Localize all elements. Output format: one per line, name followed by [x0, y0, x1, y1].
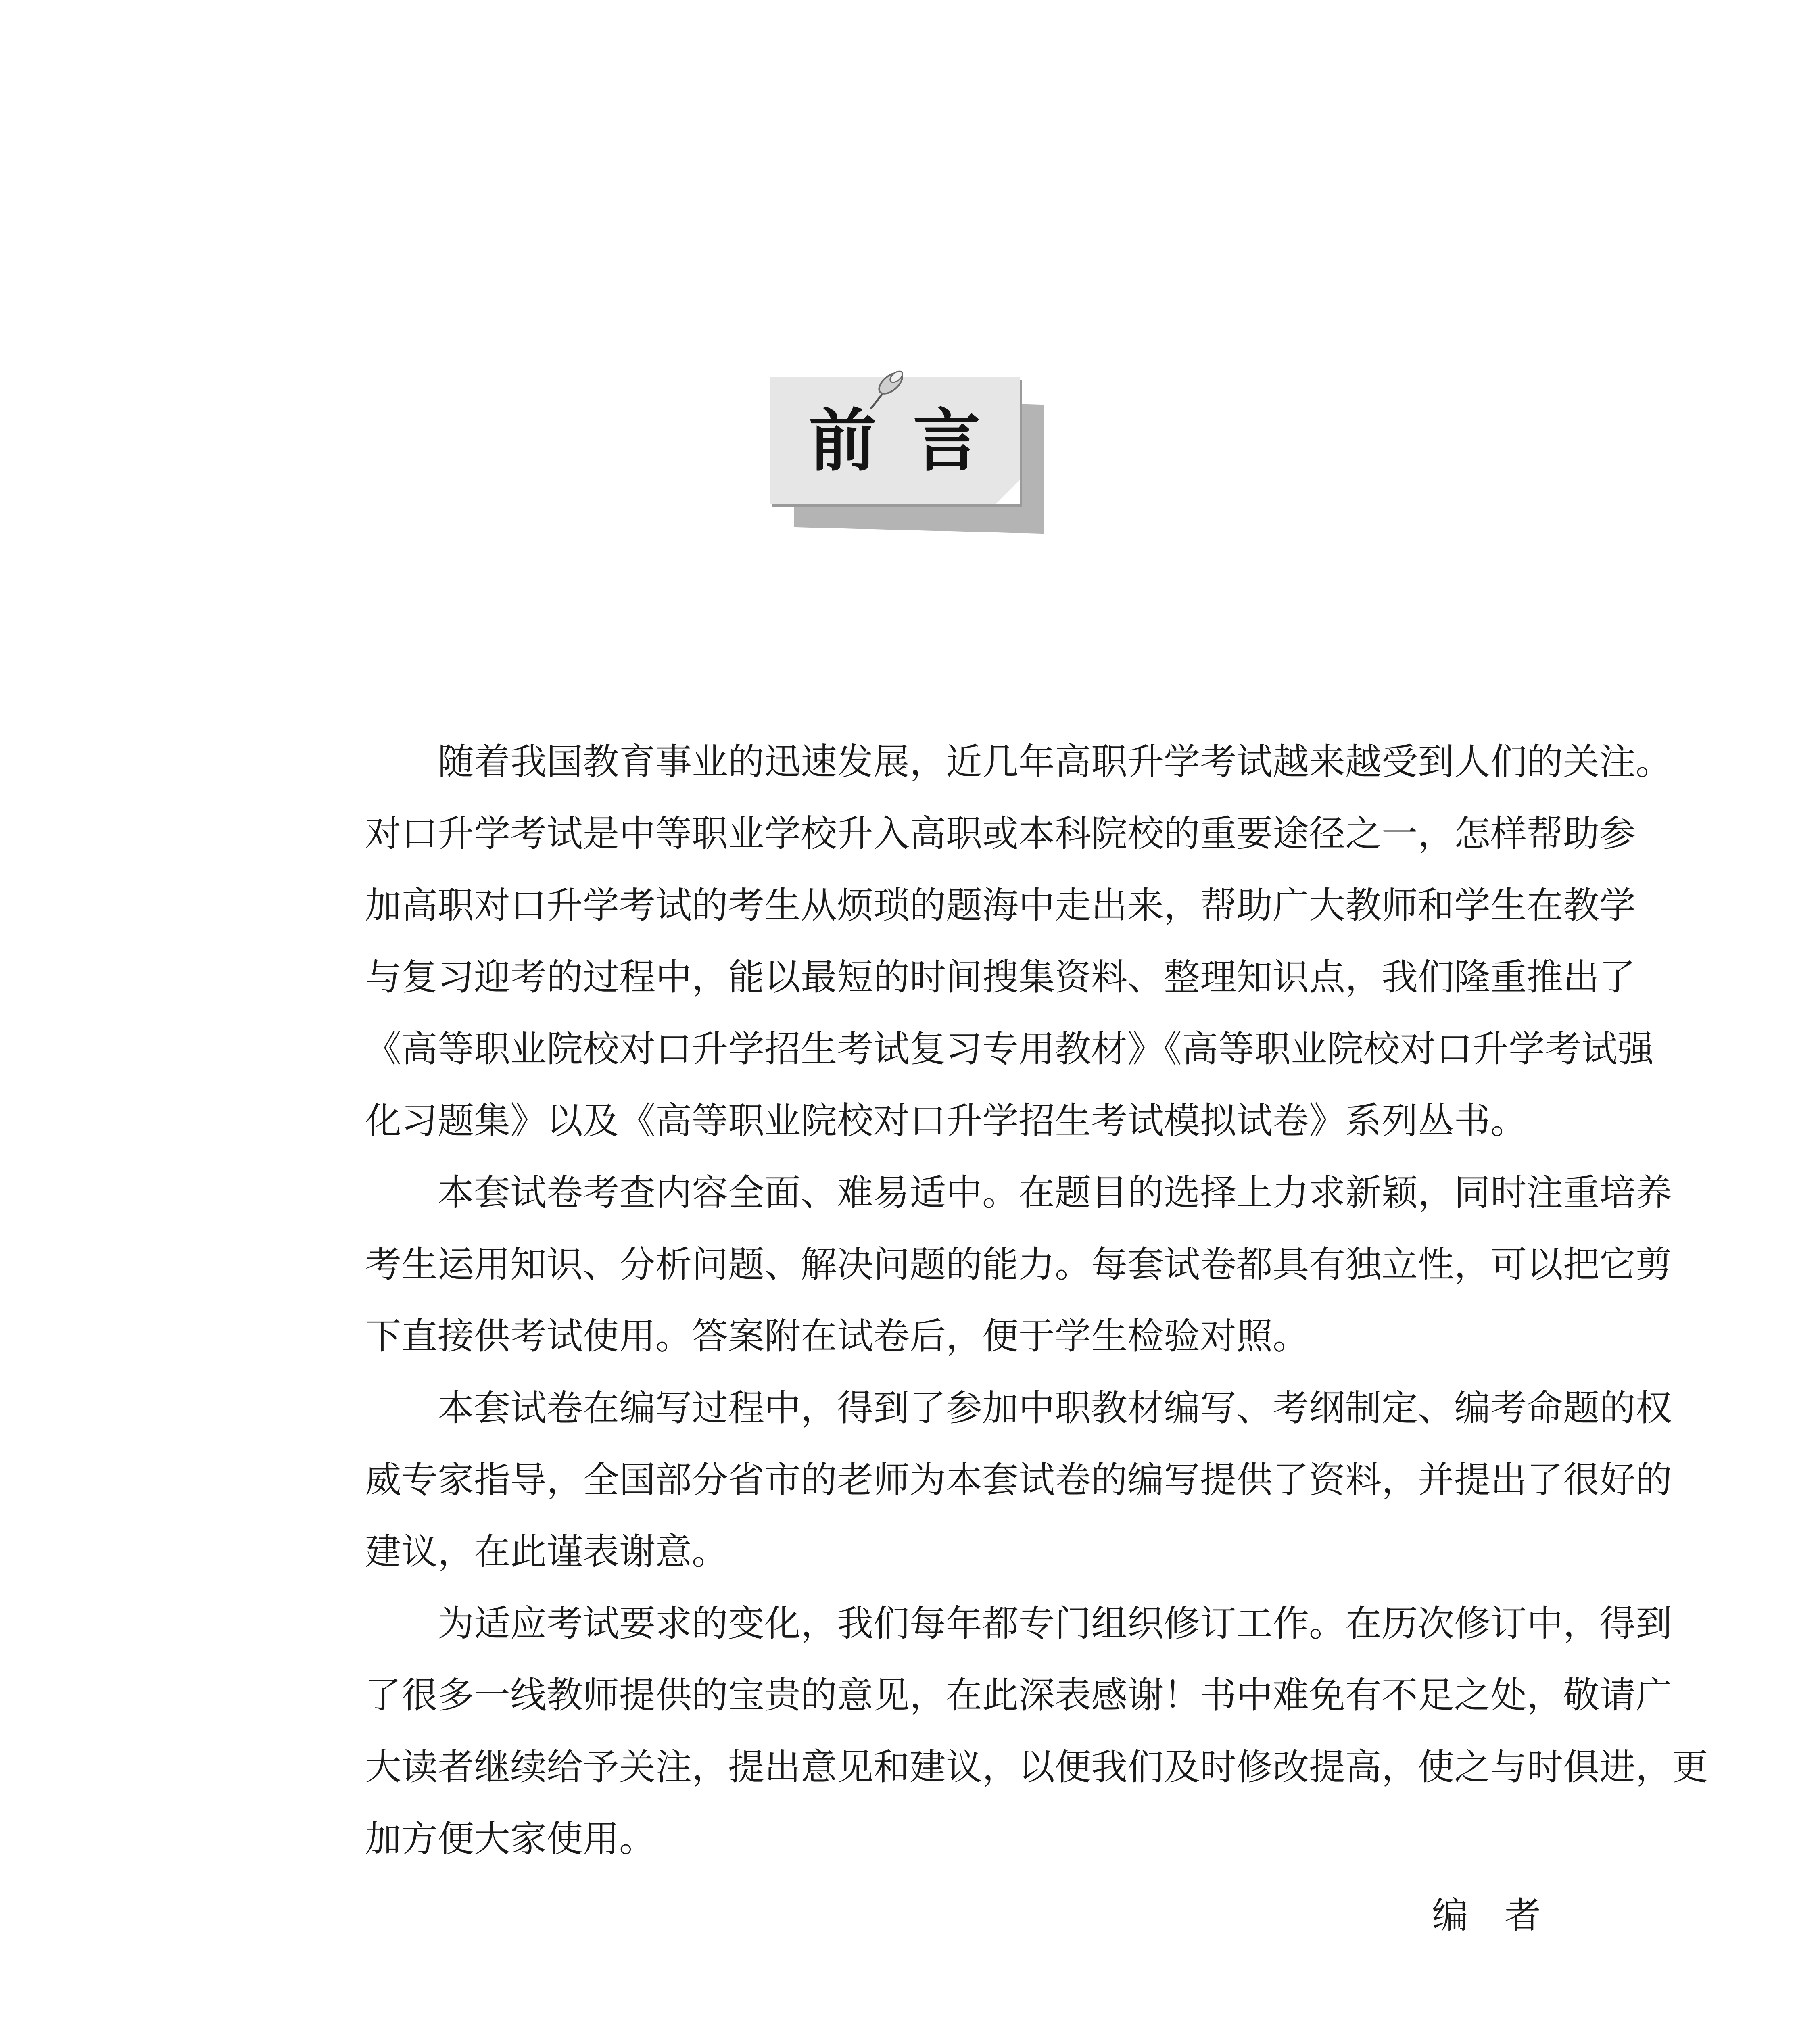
paragraph-line: 了很多一线教师提供的宝贵的意见，在此深表感谢！书中难免有不足之处，敬请广: [365, 1674, 1672, 1716]
preface-body: [365, 726, 1708, 1875]
paragraph-line: 威专家指导，全国部分省市的老师为本套试卷的编写提供了资料，并提出了很好的: [365, 1459, 1672, 1501]
title-card-curl: [996, 480, 1020, 504]
paragraph-line: 加高职对口升学考试的考生从烦琐的题海中走出来，帮助广大教师和学生在教学: [365, 884, 1636, 927]
paragraph-line: 对口升学考试是中等职业学校升入高职或本科院校的重要途径之一，怎样帮助参: [365, 812, 1636, 855]
paragraph-line: 随着我国教育事业的迅速发展，近几年高职升学考试越来越受到人们的关注。: [438, 741, 1672, 783]
paragraph-line: 《高等职业院校对口升学招生考试复习专用教材》《高等职业院校对口升学考试强: [365, 1028, 1654, 1070]
paragraph-line: 下直接供考试使用。答案附在试卷后，便于学生检验对照。: [365, 1315, 1309, 1357]
paragraph-line: 建议，在此谨表谢意。: [365, 1530, 728, 1573]
paragraph-line: 本套试卷考查内容全面、难易适中。在题目的选择上力求新颖，同时注重培养: [438, 1171, 1672, 1214]
paragraph-line: 为适应考试要求的变化，我们每年都专门组织修订工作。在历次修订中，得到: [438, 1602, 1672, 1645]
pushpin-icon: [859, 363, 912, 416]
paragraph-line: 加方便大家使用。: [365, 1818, 655, 1860]
author-signature: 编者: [1432, 1894, 1577, 1937]
paragraph-line: 本套试卷在编写过程中，得到了参加中职教材编写、考纲制定、编考命题的权: [438, 1387, 1672, 1429]
page-title: 前言: [809, 401, 1017, 480]
paragraph-line: 与复习迎考的过程中，能以最短的时间搜集资料、整理知识点，我们隆重推出了: [365, 956, 1636, 998]
paragraph-line: 化习题集》以及《高等职业院校对口升学招生考试模拟试卷》系列丛书。: [365, 1100, 1527, 1142]
paragraph-line: 大读者继续给予关注，提出意见和建议，以便我们及时修改提高，使之与时俱进，更: [365, 1746, 1708, 1788]
paragraph-line: 考生运用知识、分析问题、解决问题的能力。每套试卷都具有独立性，可以把它剪: [365, 1243, 1672, 1286]
